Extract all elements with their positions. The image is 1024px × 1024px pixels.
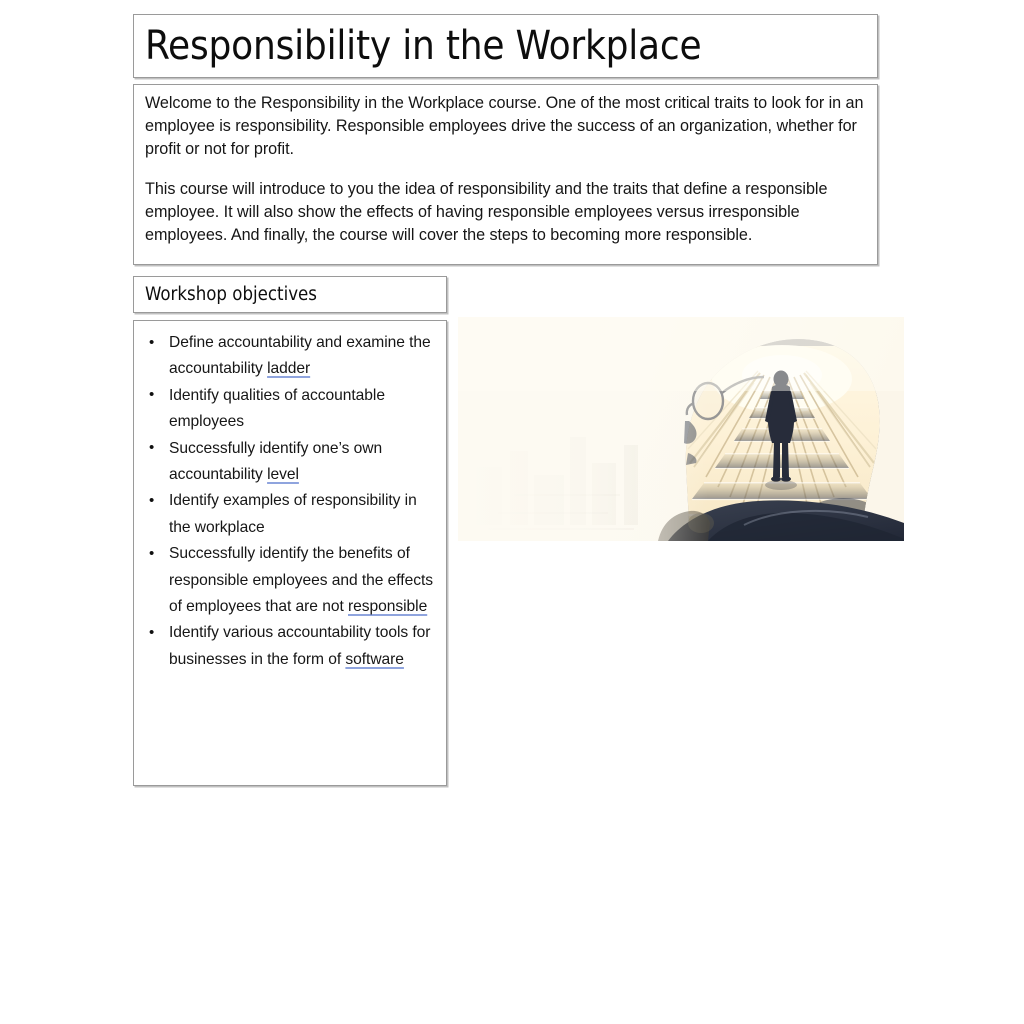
objective-text: Identify qualities of accountable employees [169,386,385,431]
intro-text-box [133,84,878,265]
objective-text: Successfully identify the benefits of responsible employees and the effects of employees that are not [169,545,433,616]
double-exposure-stairs-photo [458,317,904,541]
objective-list-item [134,330,438,383]
objective-text: Identify various accountability tools for businesses in the form of [169,624,431,668]
objectives-heading: Workshop objectives [145,284,317,305]
objective-keyword: level [267,466,299,484]
objective-list-item [134,488,438,541]
objective-text: Define accountability and examine the accountability [169,334,431,378]
objective-list-item [134,383,438,436]
objective-keyword: ladder [267,360,311,378]
objective-keyword: responsible [348,598,428,616]
objective-keyword: software [345,650,404,668]
page-title: Responsibility in the Workplace [145,23,702,69]
intro-paragraph-2: This course will introduce to you the idea of responsibility and the traits that define a responsible employee. It will also show the effects of having responsible employees versus irresponsible employees. And finally, the course will cover the steps to becoming more responsible. [145,180,828,244]
objective-list-item [134,436,438,489]
objectives-list [134,321,446,673]
objective-list-item [134,620,438,673]
objective-text: Successfully identify one’s own accountability [169,439,383,484]
objectives-header-box [133,276,447,313]
objective-list-item [134,541,438,620]
objectives-list-box [133,320,447,786]
title-text-box [133,14,878,78]
objective-text: Identify examples of responsibility in the workplace [169,492,417,536]
intro-body [134,85,877,247]
intro-paragraph-1: Welcome to the Responsibility in the Workplace course. One of the most critical traits to look for in an employee is responsibility. Responsible employees drive the success of an organization, whether for profit or not for profit. [145,94,864,158]
